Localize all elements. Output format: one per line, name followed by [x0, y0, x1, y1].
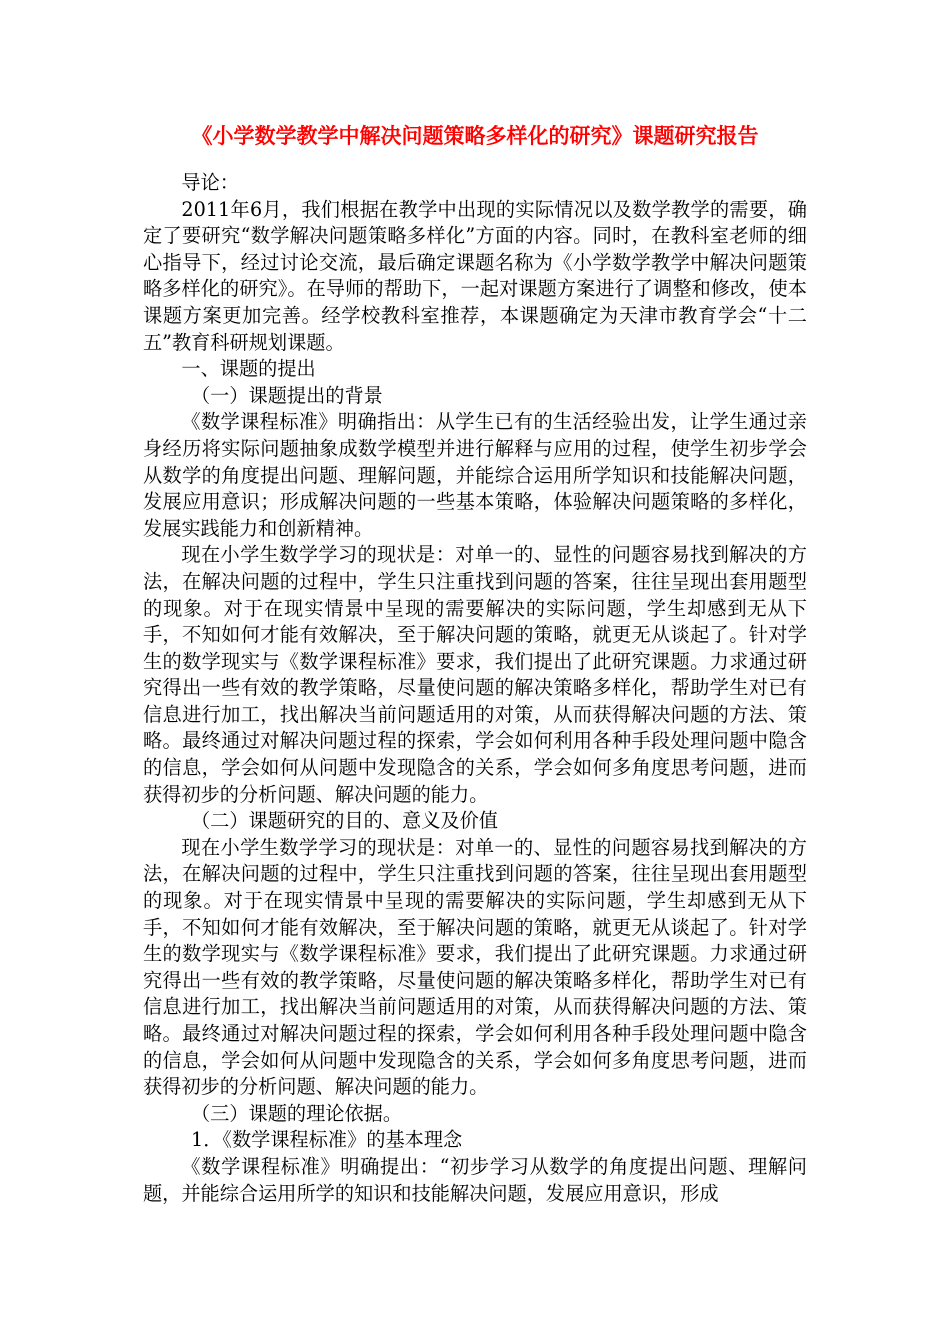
list-item-heading: 1．《数学课程标准》的基本理念 — [191, 1128, 463, 1152]
subsection-heading: （三）课题的理论依据。 — [191, 1101, 403, 1125]
intro-label: 导论： — [181, 171, 239, 194]
subsection-heading: （一）课题提出的背景 — [191, 383, 383, 407]
paragraph: 《数学课程标准》明确提出：“初步学习从数学的角度提出问题、理解问题，并能综合运用所学的知识和技能解决问题，发展应用意识，形成 — [143, 1154, 807, 1205]
intro-paragraph: 2011年6月，我们根据在教学中出现的实际情况以及数学教学的需要，确定了要研究“数学解决问题策略多样化”方面的内容。同时，在教科室老师的细心指导下，经过讨论交流，最后确定课题名称为《小学数学教学中解决问题策略多样化的研究》。在导师的帮助下，一起对课题方案进行了调整和修改，使本课题方案更加完善。经学校教科室推荐，本课题确定为天津市教育学会“十二五”教育科研规划课题。 — [143, 197, 807, 354]
document-body — [143, 170, 807, 1207]
section-heading: 一、课题的提出 — [181, 357, 316, 381]
subsection-heading: （二）课题研究的目的、意义及价值 — [191, 809, 498, 833]
paragraph: 现在小学生数学学习的现状是：对单一的、显性的问题容易找到解决的方法，在解决问题的过程中，学生只注重找到问题的答案，往往呈现出套用题型的现象。对于在现实情景中呈现的需要解决的实际问题，学生却感到无从下手，不知如何才能有效解决，至于解决问题的策略，就更无从谈起了。针对学生的数学现实与《数学课程标准》要求，我们提出了此研究课题。力求通过研究得出一些有效的教学策略，尽量使问题的解决策略多样化，帮助学生对已有信息进行加工，找出解决当前问题适用的对策，从而获得解决问题的方法、策略。最终通过对解决问题过程的探索，学会如何利用各种手段处理问题中隐含的信息，学会如何从问题中发现隐含的关系，学会如何多角度思考问题，进而获得初步的分析问题、解决问题的能力。 — [143, 835, 807, 1099]
paragraph: 现在小学生数学学习的现状是：对单一的、显性的问题容易找到解决的方法，在解决问题的过程中，学生只注重找到问题的答案，往往呈现出套用题型的现象。对于在现实情景中呈现的需要解决的实际问题，学生却感到无从下手，不知如何才能有效解决，至于解决问题的策略，就更无从谈起了。针对学生的数学现实与《数学课程标准》要求，我们提出了此研究课题。力求通过研究得出一些有效的教学策略，尽量使问题的解决策略多样化，帮助学生对已有信息进行加工，找出解决当前问题适用的对策，从而获得解决问题的方法、策略。最终通过对解决问题过程的探索，学会如何利用各种手段处理问题中隐含的信息，学会如何从问题中发现隐含的关系，学会如何多角度思考问题，进而获得初步的分析问题、解决问题的能力。 — [143, 543, 807, 806]
paragraph: 《数学课程标准》明确指出：从学生已有的生活经验出发，让学生通过亲身经历将实际问题抽象成数学模型并进行解释与应用的过程，使学生初步学会从数学的角度提出问题、理解问题，并能综合运用所学知识和技能解决问题，发展应用意识；形成解决问题的一些基本策略，体验解决问题策略的多样化，发展实践能力和创新精神。 — [143, 410, 807, 540]
document-title: 《小学数学教学中解决问题策略多样化的研究》课题研究报告 — [191, 123, 759, 148]
